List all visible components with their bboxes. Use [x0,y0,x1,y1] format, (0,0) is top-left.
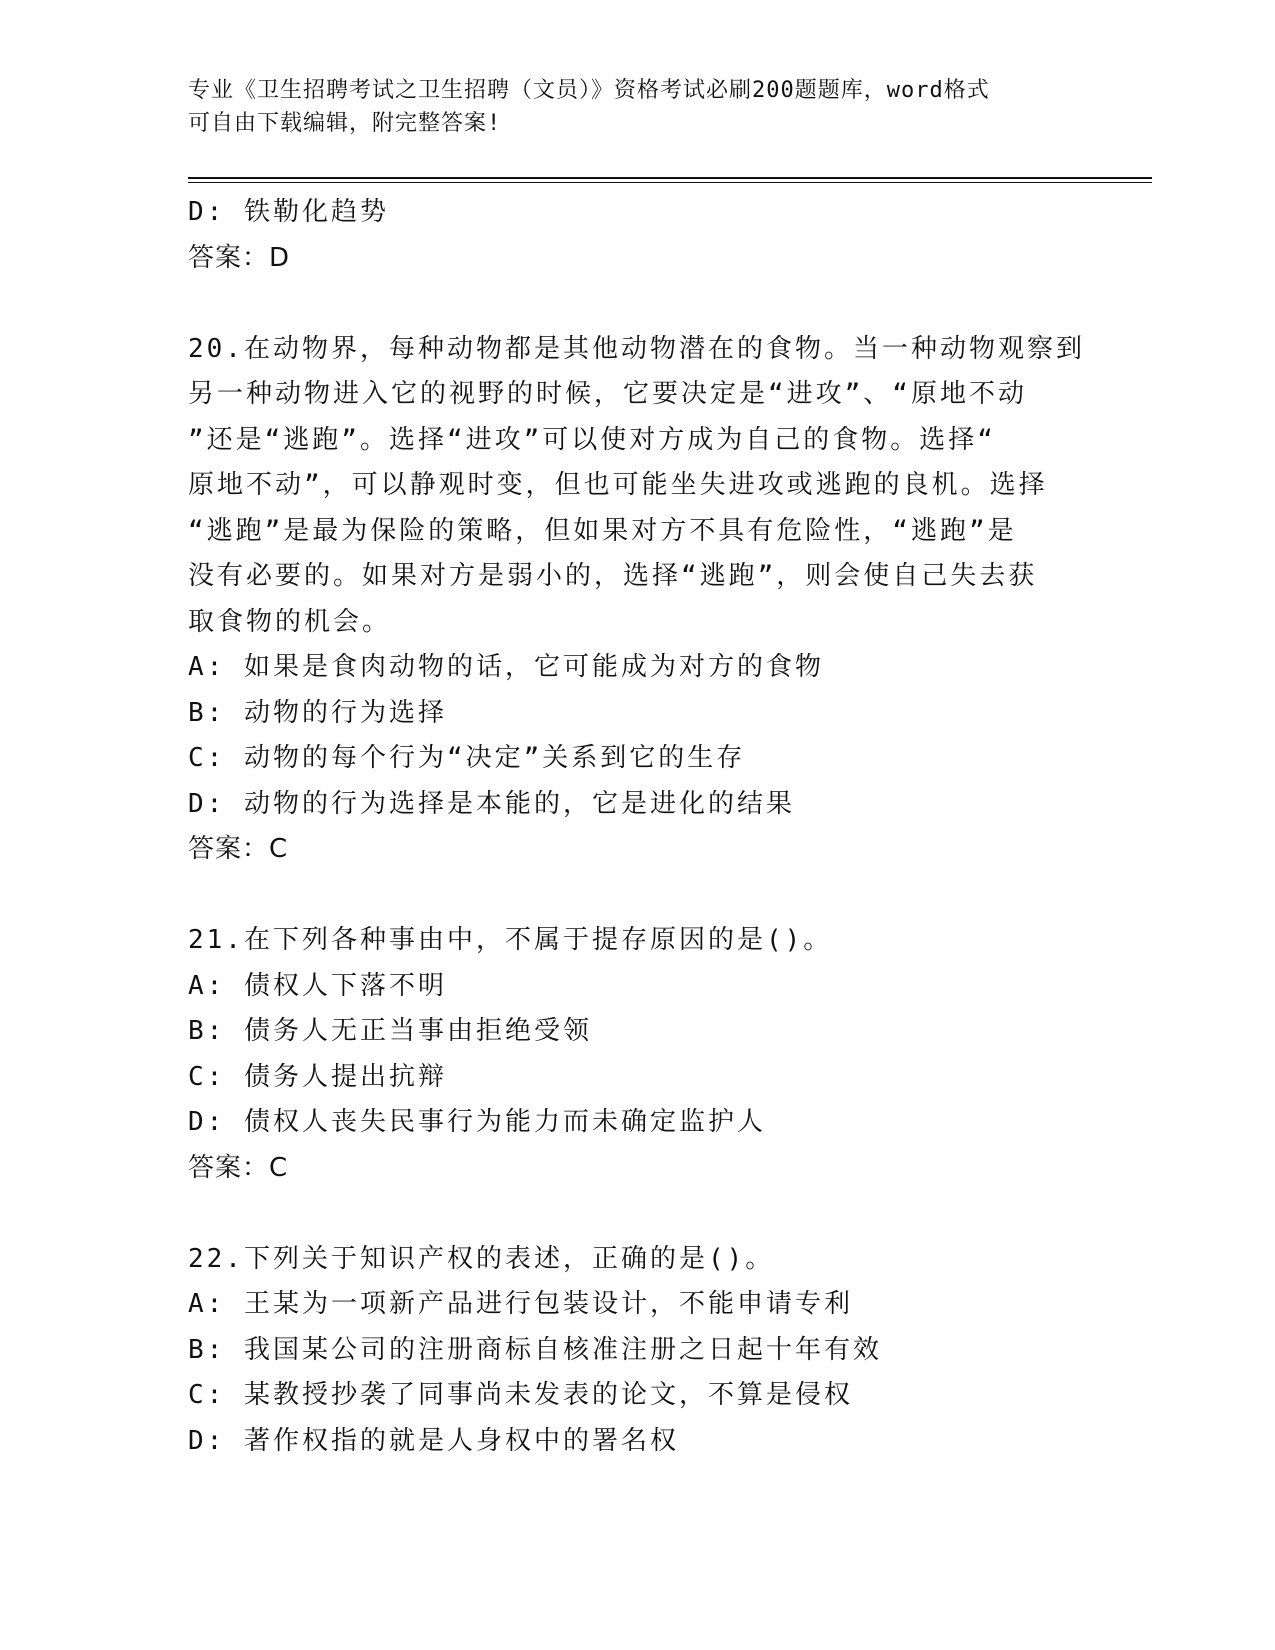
header-divider-thin [188,182,1152,183]
question-stem-line: 21.在下列各种事由中，不属于提存原因的是()。 [188,925,833,955]
option-d: D: 著作权指的就是人身权中的署名权 [188,1425,679,1456]
document-header [188,74,1068,140]
spacer [188,281,1088,327]
question-stem-line: 20.在动物界，每种动物都是其他动物潜在的食物。当一种动物观察到 [188,333,1085,364]
option-d: D: 动物的行为选择是本能的，它是进化的结果 [188,788,795,819]
option-d: D: 债权人丧失民事行为能力而未确定监护人 [188,1107,766,1137]
question-stem-line: “逃跑”是最为保险的策略，但如果对方不具有危险性，“逃跑”是 [188,515,1017,546]
question-stem-line: 取食物的机会。 [188,606,392,637]
option-b: B: 我国某公司的注册商标自核准注册之日起十年有效 [188,1334,882,1365]
option-a: A: 如果是食肉动物的话，它可能成为对方的食物 [188,652,824,682]
question-stem-line: 另一种动物进入它的视野的时候，它要决定是“进攻”、“原地不动 [188,379,1027,409]
option-a: A: 王某为一项新产品进行包装设计，不能申请专利 [188,1289,853,1319]
question-stem-line: ”还是“逃跑”。选择“进攻”可以使对方成为自己的食物。选择“ [188,424,996,455]
option-b: B: 债务人无正当事由拒绝受领 [188,1016,592,1046]
question-stem-line: 原地不动”，可以静观时变，但也可能坐失进攻或逃跑的良机。选择 [188,470,1048,500]
option-c: C: 某教授抄袭了同事尚未发表的论文，不算是侵权 [188,1380,853,1410]
question-stem-line: 没有必要的。如果对方是弱小的，选择“逃跑”，则会使自己失去获 [188,561,1038,591]
spacer [188,1191,1088,1237]
option-c: C: 债务人提出抗辩 [188,1061,447,1092]
option-d: D: 铁勒化趋势 [188,197,389,227]
option-c: C: 动物的每个行为“决定”关系到它的生存 [188,743,746,773]
header-line-2: 可自由下载编辑，附完整答案! [188,111,502,136]
spacer [188,873,1088,919]
question-21 [188,918,1088,1191]
answer-line: 答案：C [188,834,289,864]
header-divider-thick [188,177,1152,179]
question-20 [188,327,1088,873]
question-22 [188,1237,1088,1465]
question-stem-line: 22.下列关于知识产权的表述，正确的是()。 [188,1243,775,1274]
option-a: A: 债权人下落不明 [188,970,447,1001]
previous-question-tail [188,190,1088,281]
answer-line: 答案：C [188,1152,289,1183]
option-b: B: 动物的行为选择 [188,697,447,728]
answer-line: 答案：D [188,242,291,273]
document-body [188,190,1088,1464]
header-line-1: 专业《卫生招聘考试之卫生招聘（文员）》资格考试必刷200题题库，word格式 [188,78,990,103]
